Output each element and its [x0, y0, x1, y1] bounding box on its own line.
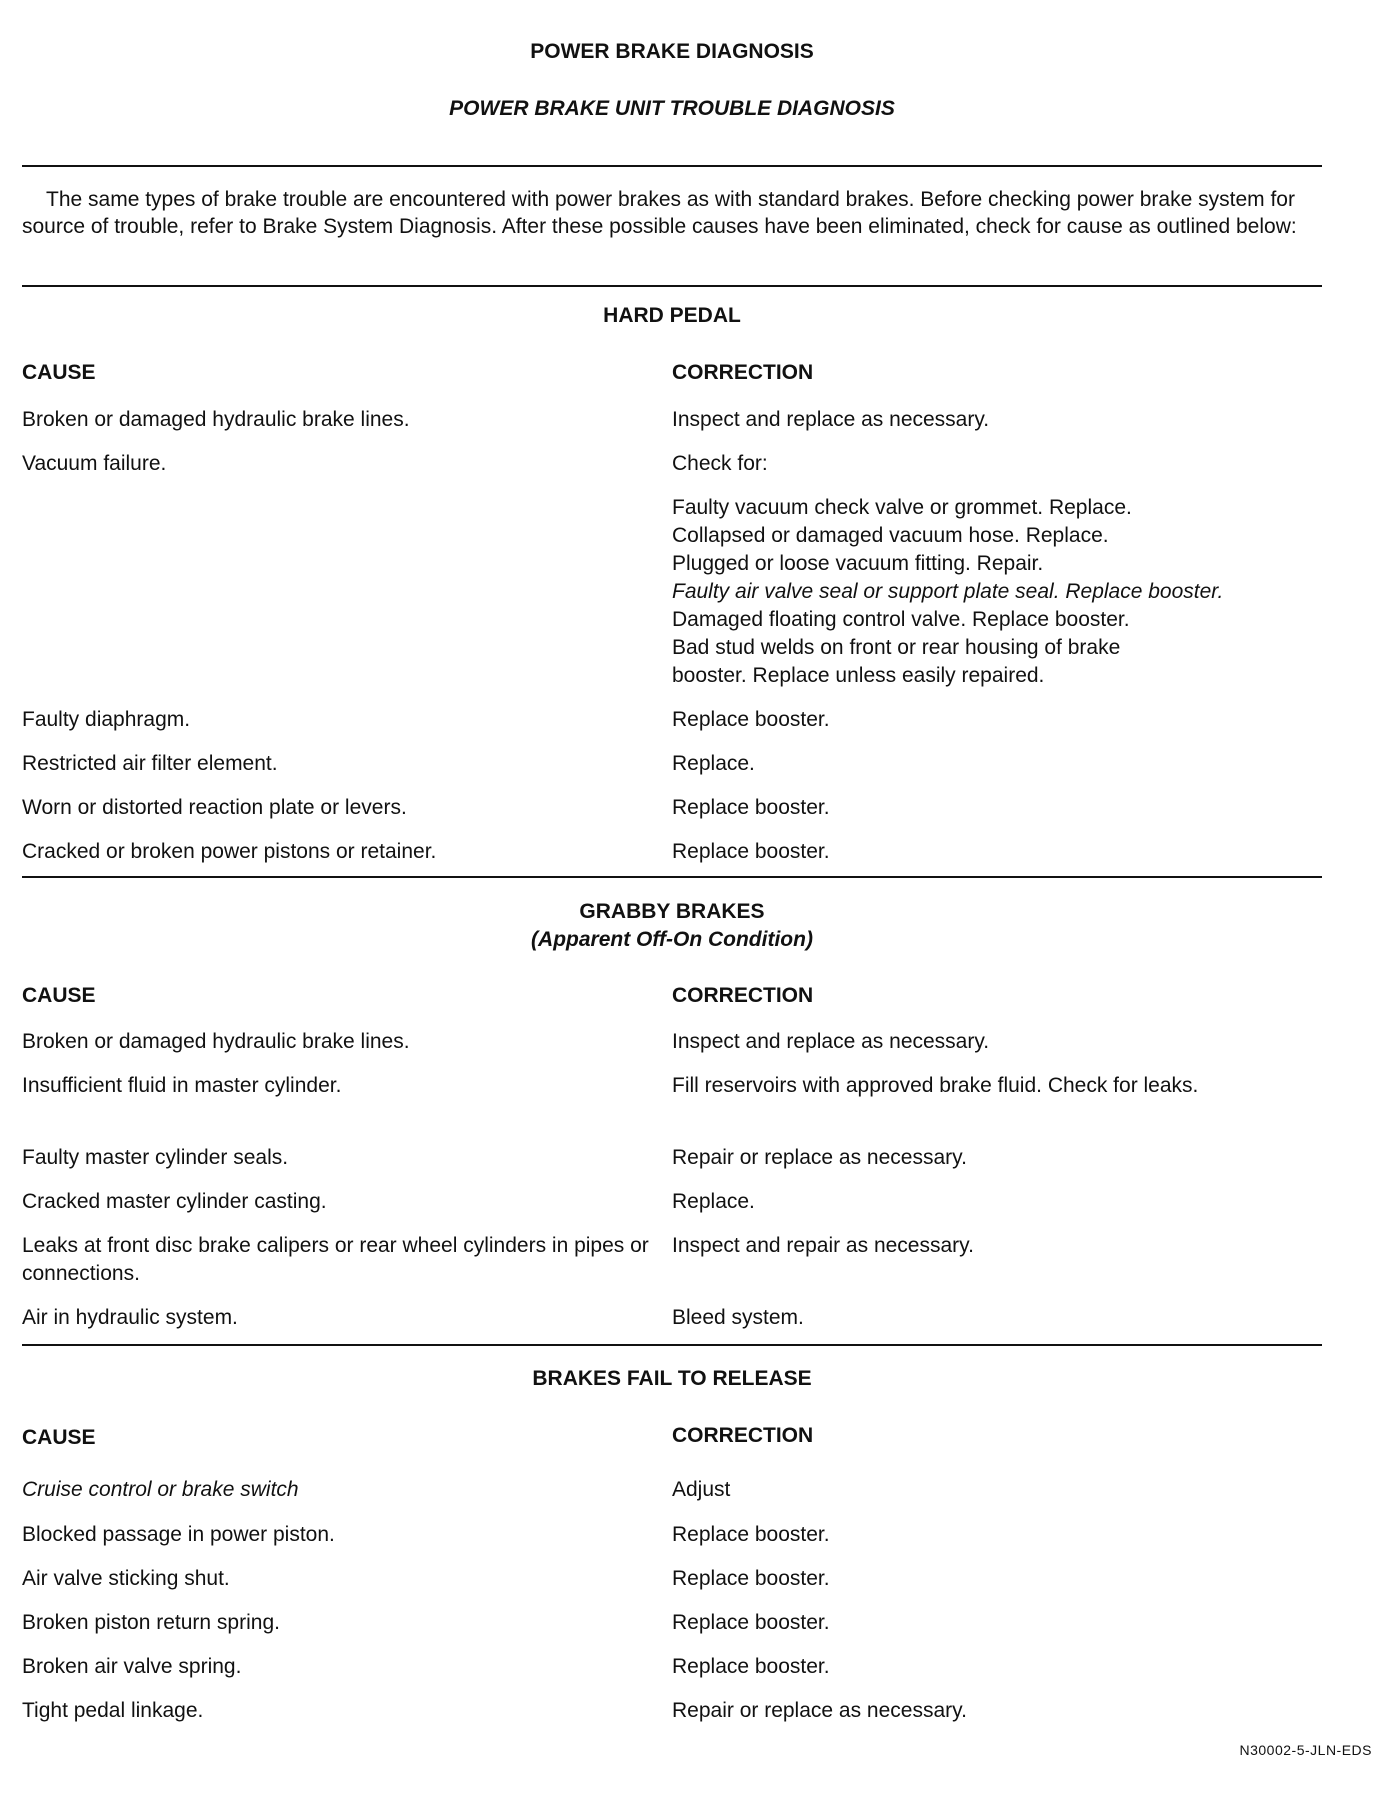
- cause-cell: Air in hydraulic system.: [22, 1306, 238, 1329]
- correction-cell: Check for:: [672, 452, 768, 475]
- correction-cell: Repair or replace as necessary.: [672, 1146, 967, 1169]
- checklist-item: Bad stud welds on front or rear housing of brake: [672, 636, 1121, 659]
- correction-cell: Fill reservoirs with approved brake fluid. Check for leaks.: [672, 1074, 1199, 1097]
- column-header-cause: CAUSE: [22, 361, 96, 384]
- correction-cell: Replace booster.: [672, 708, 830, 731]
- cause-cell: Air valve sticking shut.: [22, 1567, 230, 1590]
- page-title: POWER BRAKE DIAGNOSIS: [530, 40, 814, 63]
- document-code: N30002-5-JLN-EDS: [1239, 1742, 1372, 1758]
- correction-cell: Repair or replace as necessary.: [672, 1699, 967, 1722]
- cause-cell: Cracked master cylinder casting.: [22, 1190, 327, 1213]
- correction-cell: Replace booster.: [672, 1523, 830, 1546]
- correction-cell: Inspect and replace as necessary.: [672, 1030, 990, 1053]
- section-title-grabby-brakes: [22, 898, 1322, 954]
- cause-cell: Worn or distorted reaction plate or levers.: [22, 796, 407, 819]
- correction-cell: Replace booster.: [672, 1655, 830, 1678]
- cause-cell: Faulty master cylinder seals.: [22, 1146, 289, 1169]
- cause-cell: Restricted air filter element.: [22, 752, 278, 775]
- correction-cell: Replace booster.: [672, 1611, 830, 1634]
- correction-cell: Replace booster.: [672, 1567, 830, 1590]
- checklist-item: Faulty vacuum check valve or grommet. Replace.: [672, 496, 1132, 519]
- checklist-item: booster. Replace unless easily repaired.: [672, 664, 1045, 687]
- intro-text: The same types of brake trouble are encountered with power brakes as with standard brakes. Before checking power brake system for source of trouble, refer to Brake System Diagnosis. After these possible causes have been eliminated, check for cause as outlined below:: [22, 188, 1297, 238]
- cause-cell: Broken or damaged hydraulic brake lines.: [22, 1030, 410, 1053]
- cause-cell: Faulty diaphragm.: [22, 708, 191, 731]
- divider: [22, 165, 1322, 167]
- column-header-cause: CAUSE: [22, 984, 96, 1007]
- checklist-item: Collapsed or damaged vacuum hose. Replace.: [672, 524, 1109, 547]
- section-heading: GRABBY BRAKES: [579, 900, 765, 923]
- divider: [22, 285, 1322, 287]
- section-title-hard-pedal: HARD PEDAL: [603, 304, 741, 327]
- vacuum-checklist: [672, 494, 1322, 690]
- section-subheading: (Apparent Off-On Condition): [531, 928, 813, 951]
- correction-cell: Inspect and repair as necessary.: [672, 1234, 974, 1257]
- correction-cell: Bleed system.: [672, 1306, 804, 1329]
- correction-cell: Inspect and replace as necessary.: [672, 408, 990, 431]
- divider: [22, 1344, 1322, 1346]
- cause-cell: Tight pedal linkage.: [22, 1699, 204, 1722]
- correction-cell: Replace booster.: [672, 796, 830, 819]
- column-header-correction: CORRECTION: [672, 361, 814, 384]
- checklist-item: Faulty air valve seal or support plate seal. Replace booster.: [672, 580, 1224, 603]
- checklist-item: Plugged or loose vacuum fitting. Repair.: [672, 552, 1044, 575]
- column-header-correction: CORRECTION: [672, 984, 814, 1007]
- correction-cell: Replace.: [672, 1190, 755, 1213]
- cause-cell: Broken piston return spring.: [22, 1611, 280, 1634]
- page-subtitle: POWER BRAKE UNIT TROUBLE DIAGNOSIS: [449, 97, 895, 120]
- column-header-correction: CORRECTION: [672, 1424, 814, 1447]
- cause-cell: Broken or damaged hydraulic brake lines.: [22, 408, 410, 431]
- column-header-cause: CAUSE: [22, 1426, 96, 1449]
- cause-cell: Broken air valve spring.: [22, 1655, 242, 1678]
- cause-cell: Insufficient fluid in master cylinder.: [22, 1074, 342, 1097]
- checklist-item: Damaged floating control valve. Replace booster.: [672, 608, 1130, 631]
- cause-cell: Leaks at front disc brake calipers or rear wheel cylinders in pipes or connections.: [22, 1234, 649, 1285]
- correction-cell: Adjust: [672, 1478, 731, 1501]
- intro-paragraph: [22, 186, 1322, 240]
- divider: [22, 876, 1322, 878]
- cause-cell: Cruise control or brake switch: [22, 1478, 299, 1501]
- cause-cell: Cracked or broken power pistons or retainer.: [22, 840, 437, 863]
- correction-cell: Replace.: [672, 752, 755, 775]
- cause-cell: Vacuum failure.: [22, 452, 167, 475]
- correction-cell: Replace booster.: [672, 840, 830, 863]
- section-title-brakes-fail-to-release: BRAKES FAIL TO RELEASE: [532, 1367, 812, 1390]
- cause-cell: Blocked passage in power piston.: [22, 1523, 335, 1546]
